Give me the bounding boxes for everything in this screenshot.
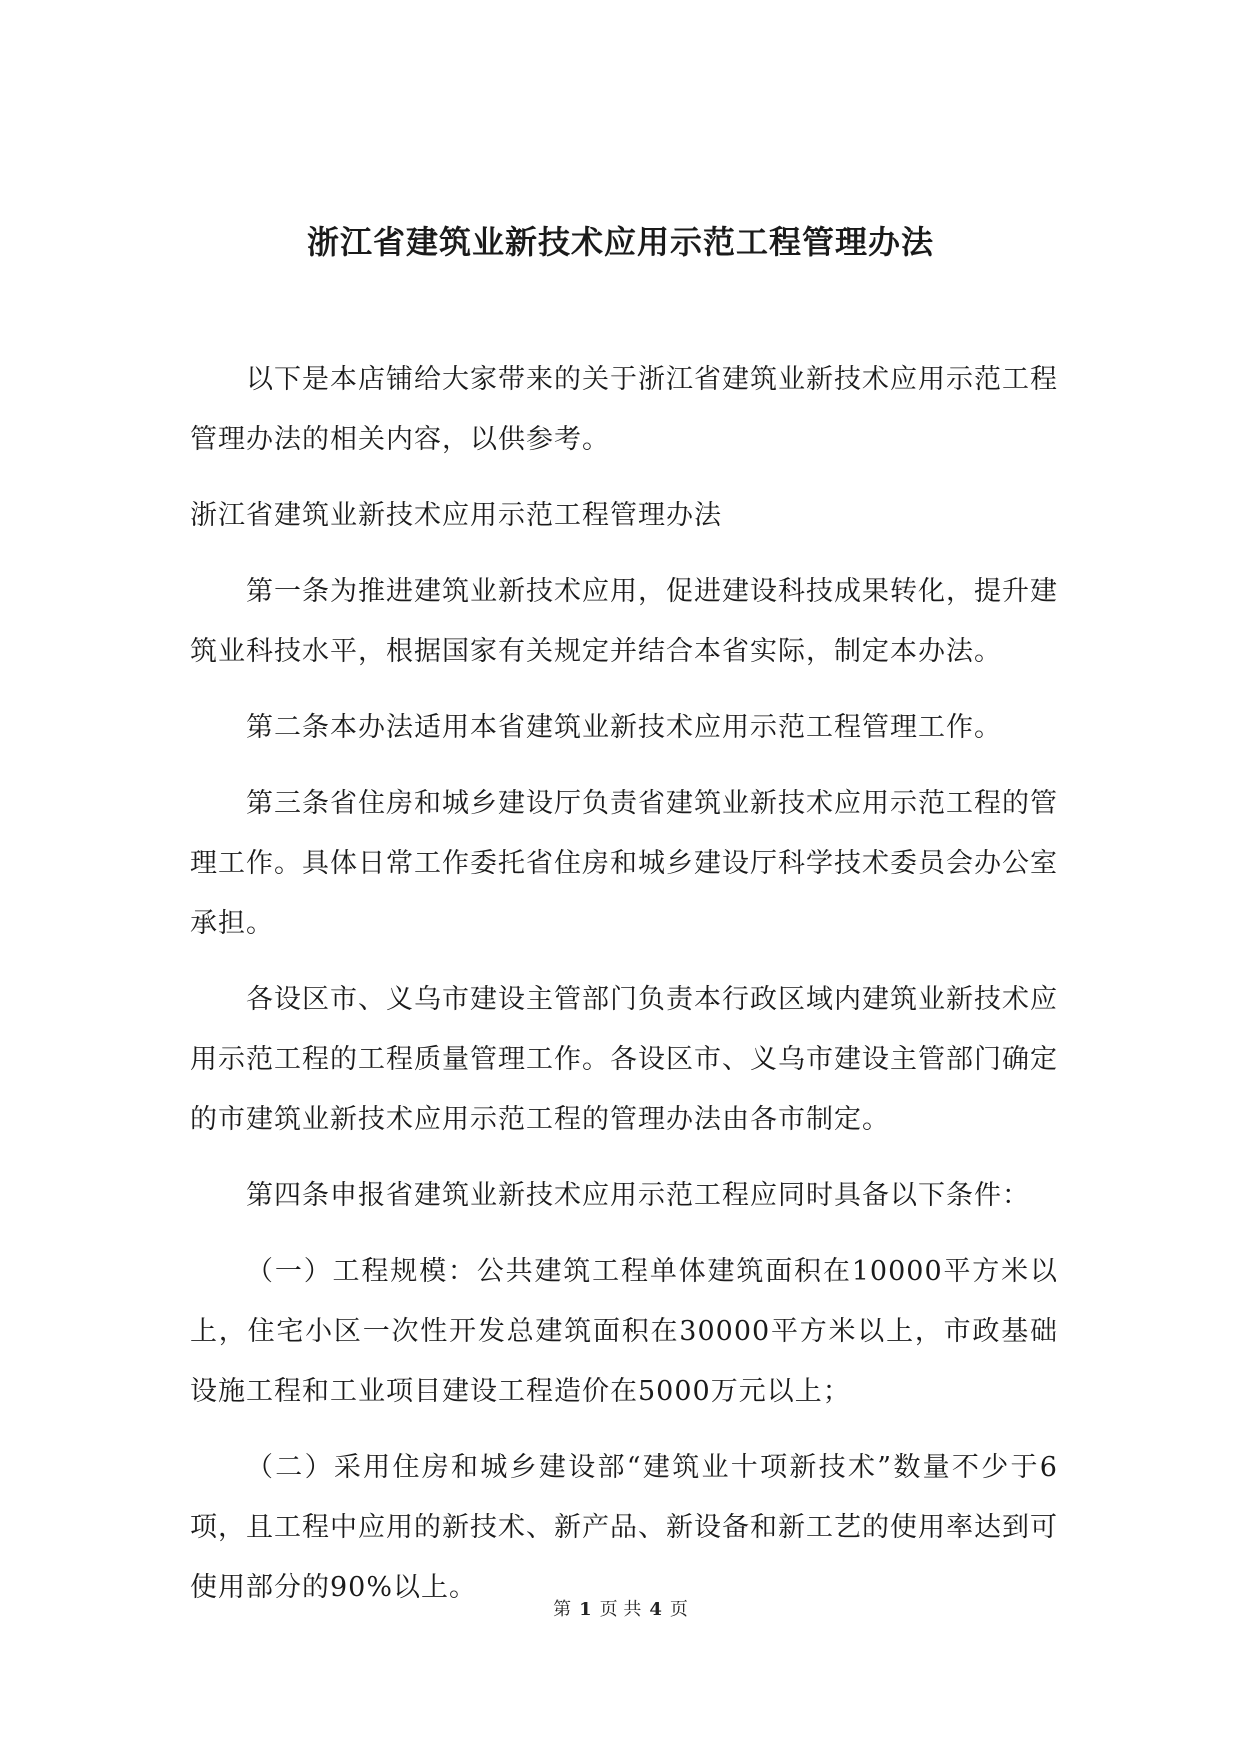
footer-current-page: 1 [579,1599,592,1620]
article-2-paragraph: 第二条本办法适用本省建筑业新技术应用示范工程管理工作。 [246,712,1002,743]
document-body [190,350,1058,1634]
intro-paragraph: 以下是本店铺给大家带来的关于浙江省建筑业新技术应用示范工程管理办法的相关内容，以供参考。 [190,364,1058,455]
footer-suffix: 页 [669,1599,688,1620]
article-3-sub-paragraph: 各设区市、义乌市建设主管部门负责本行政区域内建筑业新技术应用示范工程的工程质量管理工作。各设区市、义乌市建设主管部门确定的市建筑业新技术应用示范工程的管理办法由各市制定。 [190,984,1058,1135]
article-4-paragraph: 第四条申报省建筑业新技术应用示范工程应同时具备以下条件： [246,1180,1030,1211]
article-1-paragraph: 第一条为推进建筑业新技术应用，促进建设科技成果转化，提升建筑业科技水平，根据国家有关规定并结合本省实际，制定本办法。 [190,576,1058,667]
footer-middle: 页 共 [599,1599,642,1620]
footer-total-pages: 4 [649,1599,662,1620]
article-3-paragraph: 第三条省住房和城乡建设厅负责省建筑业新技术应用示范工程的管理工作。具体日常工作委托省住房和城乡建设厅科学技术委员会办公室承担。 [190,788,1058,939]
page-footer [0,1598,1241,1622]
footer-prefix: 第 [553,1599,572,1620]
document-title: 浙江省建筑业新技术应用示范工程管理办法 [306,223,934,261]
condition-1-paragraph: （一）工程规模：公共建筑工程单体建筑面积在10000平方米以上，住宅小区一次性开发总建筑面积在30000平方米以上，市政基础设施工程和工业项目建设工程造价在5000万元以上； [190,1256,1058,1407]
condition-2-paragraph: （二）采用住房和城乡建设部“建筑业十项新技术”数量不少于6项，且工程中应用的新技术、新产品、新设备和新工艺的使用率达到可使用部分的90%以上。 [190,1452,1058,1603]
section-heading: 浙江省建筑业新技术应用示范工程管理办法 [190,500,722,531]
